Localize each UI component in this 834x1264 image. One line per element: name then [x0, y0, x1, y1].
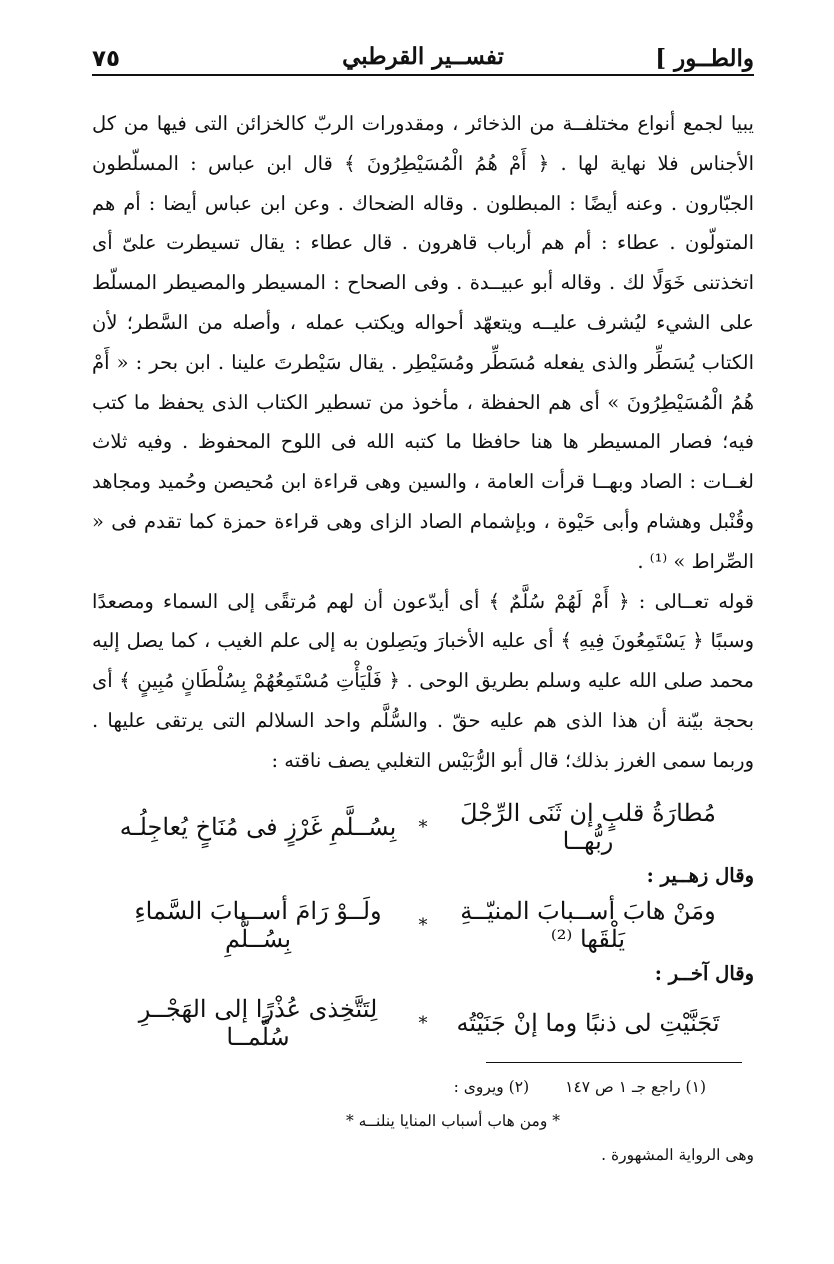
footnote-2-verse: * ومن هاب أسباب المنايا ينلنــه * — [345, 1112, 561, 1130]
verse-2-intro: وقال زهــير : — [646, 864, 754, 887]
verse-3-separator: * — [418, 1012, 428, 1034]
verse-1-second-hemistich: بِسُــلَّمِ غَرْزٍ فى مُنَاخٍ يُعاجِلُـه — [119, 813, 397, 841]
page-header — [92, 28, 754, 72]
header-rule — [92, 74, 754, 76]
footnotes — [92, 1070, 754, 1172]
verse-3-intro: وقال آخــر : — [654, 962, 754, 985]
verse-3 — [92, 996, 754, 1050]
paragraph-1: يبيا لجمع أنواع مختلفــة من الذخائر ، ومقدورات الربّ كالخزائن التى فيها من كل الأجناس فلا نهاية لها . ﴿ أَمْ هُمُ الْمُسَيْطِرُونَ ﴾ قال ابن عباس : المسلّطون الجبّارون . وعنه أيضًا : المبطلون . وقاله الضحاك . وعن ابن عباس أيضا : أم هم المتولّون . عطاء : أم هم أرباب قاهرون . قال عطاء : يقال تسيطرت علىّ أى اتخذتنى خَوَلًا لك . وقاله أبو عبيــدة . وفى الصحاح : المسيطر والمصيطر المسلّط على الشيء ليُشرف عليــه ويتعهّد أحواله ويكتب عمله ، وأصله من السَّطر؛ لأن الكتاب يُسَطِّر والذى يفعله مُسَطِّر ومُسَيْطِر . يقال سَيْطرتَ علينا . ابن بحر : « أَمْ هُمُ الْمُسَيْطِرُونَ » أى هم الحفظة ، مأخوذ من تسطير الكتاب الذى يحفظ ما كتب فيه؛ فصار المسيطر ها هنا حافظا ما كتبه الله فى اللوح المحفوظ . وفيه ثلاث لغــات : الصاد وبهــا قرأت العامة ، والسين وهى قراءة ابن مُحيصن وحُميد ومجاهد وقُنْبل وهشام وأبى حَيْوة ، وبإشمام الصاد الزاى وهى قراءة حمزة كما تقدم فى « الصِّراط » ⁽¹⁾ . — [92, 112, 754, 573]
poetry-block — [92, 800, 754, 1050]
verse-1 — [92, 800, 754, 854]
verse-1-first-hemistich: مُطارَةُ قلبٍ إن ثَنَى الرِّجْلَ ربُّهــا — [460, 799, 716, 855]
footnote-row — [92, 1070, 754, 1104]
paragraph-2: قوله تعــالى : ﴿ أَمْ لَهُمْ سُلَّمٌ ﴾ أى أيدّعون أن لهم مُرتقًى إلى السماء ومصعدًا وسببًا ﴿ يَسْتَمِعُونَ فِيهِ ﴾ أى عليه الأخبارَ ويَصِلون به إلى علم الغيب ، كما يصل إليه محمد صلى الله عليه وسلم بطريق الوحى . ﴿ فَلْيَأْتِ مُسْتَمِعُهُمْ بِسُلْطَانٍ مُبِينٍ ﴾ أى بحجة بيّنة أن هذا الذى هم عليه حقّ . والسُّلَّم واحد السلالم التى يرتقى عليها . وربما سمى الغرز بذلك؛ قال أبو الرُّبَيْس التغلبي يصف ناقته : — [92, 589, 754, 772]
page-number: ٧٥ — [92, 46, 121, 72]
footnote-2-note: وهى الرواية المشهورة . — [601, 1146, 754, 1164]
verse-2 — [92, 898, 754, 952]
verse-2-separator: * — [418, 914, 428, 936]
footnote-2: (٢) ويروى : — [453, 1078, 530, 1096]
verse-1-separator: * — [418, 816, 428, 838]
verse-2-first-hemistich: ومَنْ هابَ أســبابَ المنيّــةِ يَلْقَها ⁽²⁾ — [460, 897, 716, 953]
book-title: تفســير القرطبي — [342, 43, 504, 70]
verse-3-first-hemistich: تَجَنَّيْتِ لى ذنبًا وما إنْ جَنَيْتُه — [456, 1009, 720, 1037]
footnote-1: (١) راجع جـ ١ ص ١٤٧ — [565, 1078, 706, 1096]
verse-2-second-hemistich: ولَــوْ رَامَ أســبابَ السَّماءِ بِسُــلَّمِ — [134, 897, 382, 953]
running-head: والطــور ] — [655, 45, 754, 72]
body-text — [92, 104, 754, 781]
footnote-rule — [486, 1062, 742, 1063]
verse-3-second-hemistich: لِتَتَّخِذى عُذْرًا إلى الهَجْــرِ سُلَّمــا — [138, 995, 378, 1051]
